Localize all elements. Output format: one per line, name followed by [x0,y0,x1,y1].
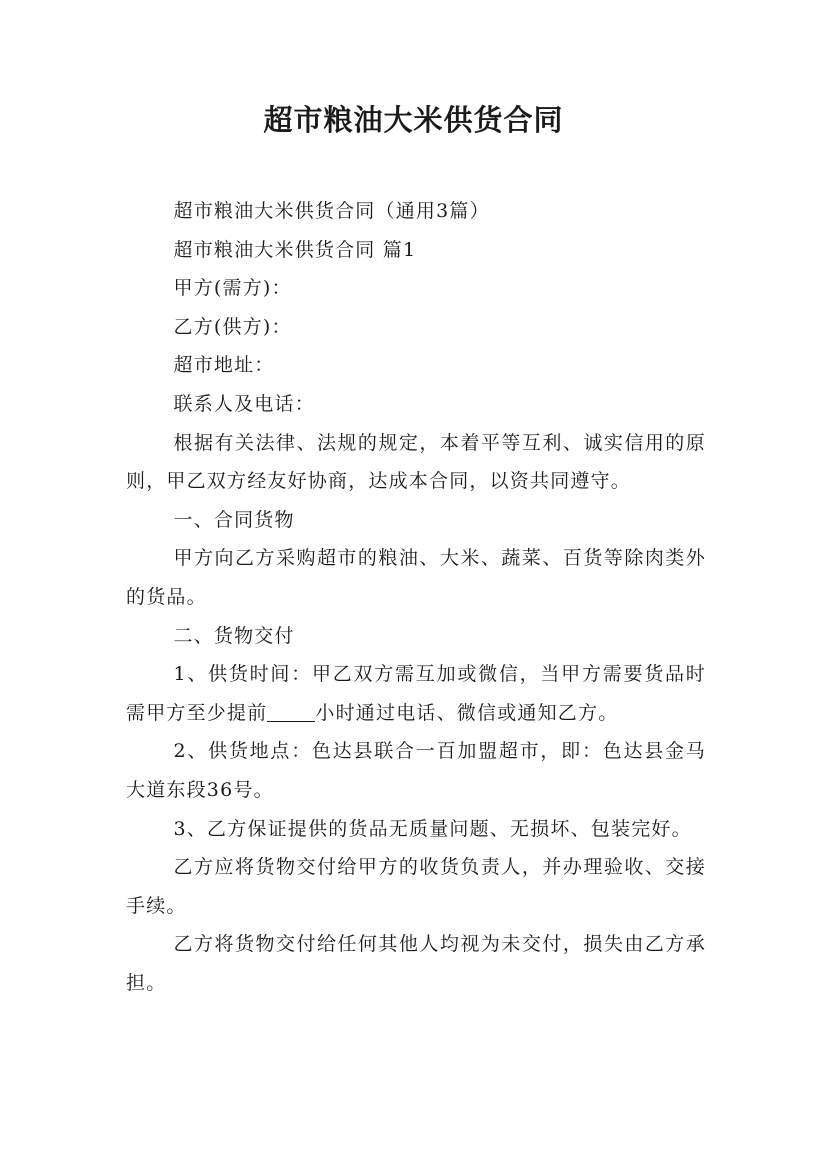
document-body [126,192,706,1002]
section-1-heading: 一、合同货物 [173,508,295,531]
delivery-paragraph: 乙方应将货物交付给甲方的收货负责人，并办理验收、交接手续。 [126,856,706,917]
quality-paragraph: 3、乙方保证提供的货品无质量问题、无损坏、包装完好。 [173,817,692,840]
store-address-line: 超市地址： [173,354,275,377]
section-2-heading: 二、货物交付 [173,624,295,647]
contact-line: 联系人及电话： [173,392,315,415]
party-a-line: 甲方(需方)： [173,277,292,300]
document-title: 超市粮油大米供货合同 [263,103,564,137]
party-b-line: 乙方(供方)： [173,315,292,338]
supply-location-paragraph: 2、供货地点：色达县联合一百加盟超市，即：色达县金马大道东段36号。 [126,740,706,801]
subtitle-line: 超市粮油大米供货合同（通用3篇） [173,200,490,222]
hours-blank-line [267,699,315,722]
goods-paragraph: 甲方向乙方采购超市的粮油、大米、蔬菜、百货等除肉类外的货品。 [126,547,706,608]
supply-time-paragraph [126,655,706,732]
supply-time-text-before: 1、供货时间：甲乙双方需互加或微信，当甲方需要货品时需甲方至少提前 [126,663,706,724]
liability-paragraph: 乙方将货物交付给任何其他人均视为未交付，损失由乙方承担。 [126,933,706,994]
preamble-paragraph: 根据有关法律、法规的规定，本着平等互利、诚实信用的原则，甲乙双方经友好协商，达成本合同，以资共同遵守。 [126,431,706,493]
supply-time-text-after: 小时通过电话、微信或通知乙方。 [315,701,619,724]
chapter-heading: 超市粮油大米供货合同 篇1 [173,238,417,261]
